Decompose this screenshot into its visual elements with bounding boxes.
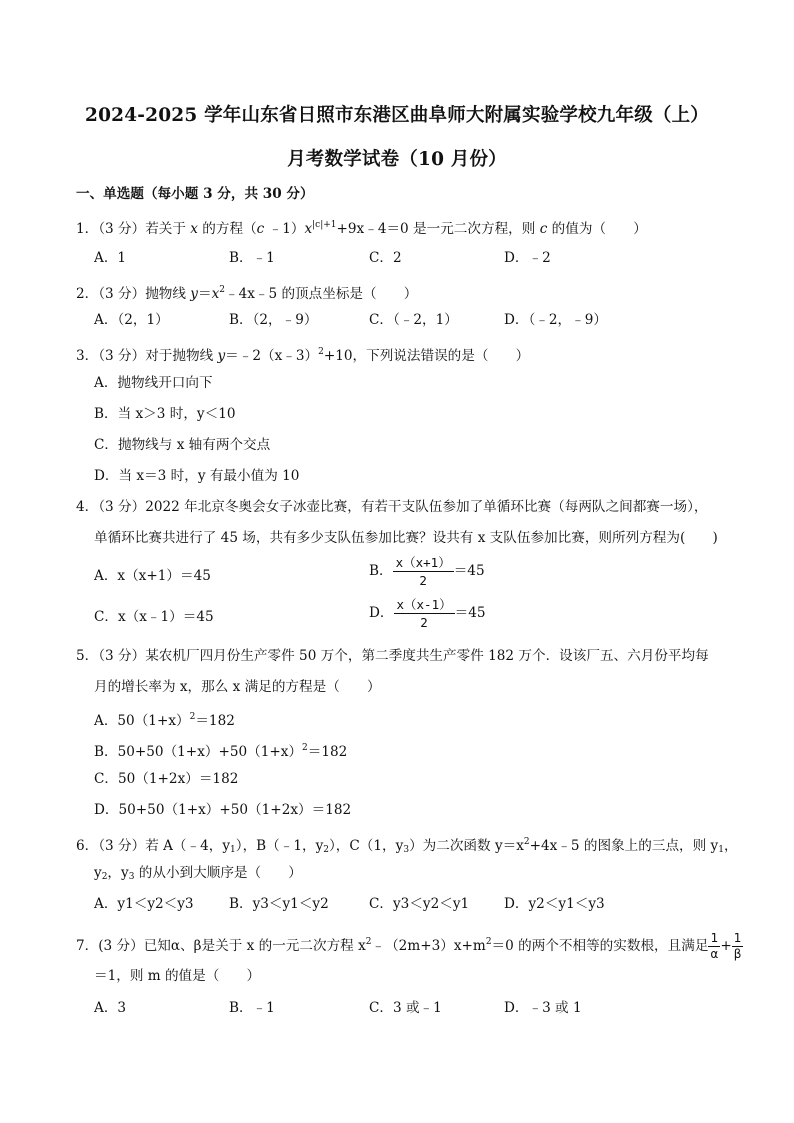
q5-option-b[interactable] <box>94 738 347 762</box>
q2-var-x: x <box>211 286 220 302</box>
question-5-line1: 5．（3 分）某农机厂四月份生产零件 50 万个，第二季度共生产零件 182 万个．设该厂五、六月份平均每 <box>76 648 709 664</box>
q7-text-c: ＝0 的两个不相等的实数根，且满足 <box>491 938 709 954</box>
q4-option-b-denominator: 2 <box>419 573 427 588</box>
q1-option-c[interactable]: C．2 <box>369 250 402 266</box>
q5-option-b-rest: ＝182 <box>307 744 348 760</box>
q5-option-c[interactable]: C．50（1+2x）＝182 <box>94 771 239 787</box>
q1-var-x2: x <box>304 221 313 237</box>
q2-equals: ＝ <box>197 286 212 302</box>
q4-option-b-numerator: x（x+1） <box>393 555 454 572</box>
q4-option-c[interactable]: C．x（x﹣1）＝45 <box>94 609 214 625</box>
q7-fraction-beta-numerator: 1 <box>732 932 744 947</box>
q6-exponent: 2 <box>523 837 530 847</box>
q2-option-a[interactable]: A．（2，1） <box>94 312 169 328</box>
q1-var-c: c <box>256 221 265 237</box>
q1-text-b: 的方程（ <box>197 221 257 237</box>
q3-exponent: 2 <box>318 347 324 357</box>
q7-exponent-2: 2 <box>485 937 492 947</box>
question-7-line2: ＝1，则 m 的值是（ ） <box>94 968 261 984</box>
q1-exponent: |c|+1 <box>312 220 337 230</box>
q4-option-b-label: B． <box>369 563 393 579</box>
question-4-line2: 单循环比赛共进行了 45 场，共有多少支队伍参加比赛？设共有 x 支队伍参加比赛，则所列方程为( ) <box>94 530 718 546</box>
q6-sub-1: 1 <box>230 845 236 855</box>
q7-exponent-1: 2 <box>365 937 372 947</box>
q6-text-h: ，y <box>107 865 129 881</box>
q7-option-d[interactable]: D．﹣3 或 1 <box>504 1000 582 1016</box>
q2-text-b: ﹣4x﹣5 的顶点坐标是（ ） <box>224 286 418 302</box>
question-5-line2: 月的增长率为 x，那么 x 满足的方程是（ ） <box>94 679 381 695</box>
q4-option-d-rest: ＝45 <box>454 605 486 621</box>
q6-option-c[interactable]: C．y3＜y2＜y1 <box>369 896 470 912</box>
q6-option-a[interactable]: A．y1＜y2＜y3 <box>94 896 194 912</box>
q1-option-d[interactable]: D．﹣2 <box>504 250 551 266</box>
q1-var-c2: c <box>539 221 548 237</box>
q3-option-d[interactable]: D．当 x＝3 时，y 有最小值为 10 <box>94 468 300 484</box>
exam-title-line2: 月考数学试卷（10 月份） <box>287 149 507 170</box>
q3-option-c[interactable]: C．抛物线与 x 轴有两个交点 <box>94 437 271 453</box>
q6-text-e: +4x﹣5 的图象上的三点，则 y <box>529 838 719 854</box>
q1-option-b[interactable]: B．﹣1 <box>229 250 275 266</box>
q4-option-d[interactable] <box>369 597 486 630</box>
q6-text-i: 的从小到大顺序是（ ） <box>134 865 302 881</box>
q3-option-b[interactable]: B．当 x＞3 时，y＜10 <box>94 406 236 422</box>
q4-option-d-denominator: 2 <box>420 615 428 630</box>
q6-sub-5: 2 <box>101 872 108 882</box>
q2-option-d[interactable]: D．（﹣2，﹣9） <box>504 312 607 328</box>
question-6-line2 <box>94 863 302 887</box>
q5-option-d[interactable]: D．50+50（1+x）+50（1+2x）＝182 <box>94 802 352 818</box>
q6-text-f: ， <box>723 838 738 854</box>
q2-option-c[interactable]: C．（﹣2，1） <box>369 312 458 328</box>
exam-title-line1: 2024-2025 学年山东省日照市东港区曲阜师大附属实验学校九年级（上） <box>85 105 709 126</box>
q5-option-b-text: B．50+50（1+x）+50（1+x） <box>94 744 303 760</box>
question-3 <box>76 342 529 366</box>
q4-option-b[interactable] <box>369 555 485 588</box>
q3-text-a: 3．（3 分）对于抛物线 <box>76 348 218 364</box>
q3-option-a[interactable]: A．抛物线开口向下 <box>94 375 213 391</box>
q4-option-d-label: D． <box>369 605 394 621</box>
q3-var-y: y <box>217 348 226 364</box>
q1-var-x: x <box>190 221 198 237</box>
q5-option-a-text: A．50（1+x） <box>94 713 190 729</box>
q7-plus: + <box>720 938 732 954</box>
q6-text-c: ），C（1，y <box>329 838 404 854</box>
q1-text-c: ﹣1） <box>264 221 305 237</box>
q6-text-g: y <box>94 865 102 881</box>
q7-fraction-beta <box>732 932 744 961</box>
q7-fraction-beta-denominator: β <box>733 947 742 961</box>
q6-option-b[interactable]: B．y3＜y1＜y2 <box>229 896 329 912</box>
q1-text-e: 的值为（ ） <box>547 221 647 237</box>
q7-option-a[interactable]: A．3 <box>94 1000 127 1016</box>
question-4-line1: 4．（3 分）2022 年北京冬奥会女子冰壶比赛，有若干支队伍参加了单循环比赛（每两队之间都赛一场）， <box>76 499 708 515</box>
section-heading: 一、单选题（每小题 3 分，共 30 分） <box>76 186 314 202</box>
q5-option-a-rest: ＝182 <box>195 713 235 729</box>
q5-option-a[interactable] <box>94 707 235 731</box>
q7-text-a: 7．(3 分）已知α、β是关于 x 的一元二次方程 x <box>76 938 366 954</box>
q5-option-a-exponent: 2 <box>189 712 196 722</box>
q4-option-b-rest: ＝45 <box>453 563 485 579</box>
q7-text-b: ﹣（2m+3）x+m <box>371 938 486 954</box>
q3-text-c: +10，下列说法错误的是（ ） <box>323 348 530 364</box>
q2-text-a: 2．（3 分）抛物线 <box>76 286 191 302</box>
q6-text-a: 6．（3 分）若 A（﹣4，y <box>76 838 231 854</box>
q5-option-b-exponent: 2 <box>302 743 308 753</box>
q1-option-a[interactable]: A．1 <box>94 250 127 266</box>
q7-fraction-alpha <box>708 932 720 961</box>
q6-sub-3: 3 <box>403 845 410 855</box>
q6-sub-2: 2 <box>323 845 330 855</box>
q1-text-d: +9x﹣4＝0 是一元二次方程，则 <box>336 221 540 237</box>
question-6-line1 <box>76 832 738 860</box>
q6-text-b: ），B（﹣1，y <box>235 838 324 854</box>
q4-option-d-fraction <box>394 597 455 630</box>
q3-text-b: ＝﹣2（x﹣3） <box>225 348 319 364</box>
q2-option-b[interactable]: B．（2，﹣9） <box>229 312 318 328</box>
q7-fraction-alpha-numerator: 1 <box>708 932 720 947</box>
q4-option-a[interactable]: A．x（x+1）＝45 <box>94 568 211 584</box>
q7-option-c[interactable]: C．3 或﹣1 <box>369 1000 442 1016</box>
q4-option-b-fraction <box>393 555 454 588</box>
question-2 <box>76 280 417 304</box>
q6-sub-4: 1 <box>718 845 724 855</box>
question-7-line1 <box>76 932 743 961</box>
q2-var-y: y <box>190 286 198 302</box>
q4-option-d-numerator: x（x-1） <box>394 597 455 614</box>
q6-option-d[interactable]: D．y2＜y1＜y3 <box>504 896 605 912</box>
q1-text-a: 1．（3 分）若关于 <box>76 221 191 237</box>
q6-sub-6: 3 <box>128 872 135 882</box>
q6-text-d: ）为二次函数 y＝x <box>409 838 524 854</box>
q7-option-b[interactable]: B．﹣1 <box>229 1000 275 1016</box>
q7-fraction-alpha-denominator: α <box>710 947 719 961</box>
q2-exponent: 2 <box>219 285 225 295</box>
question-1 <box>76 215 647 239</box>
